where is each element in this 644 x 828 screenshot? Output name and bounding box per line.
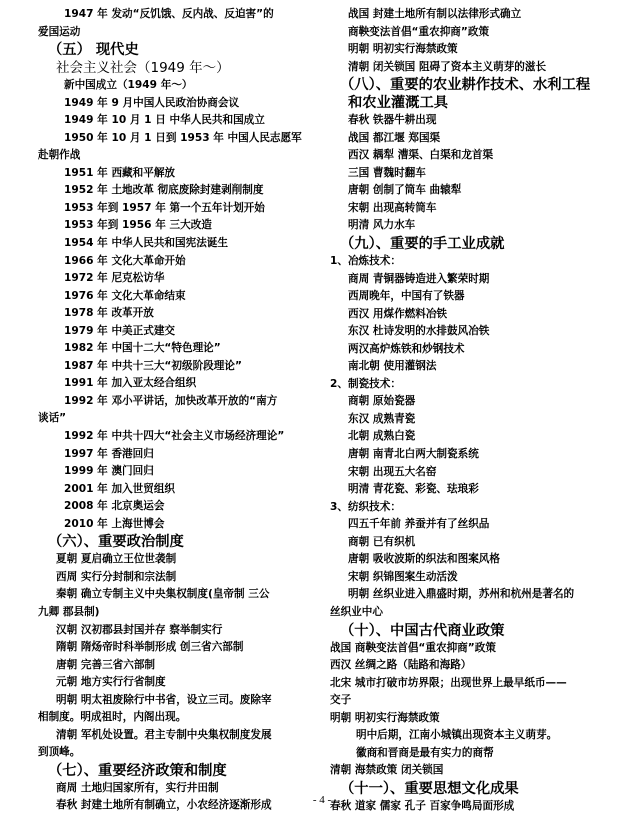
text-line: 1992 年 中共十四大“社会主义市场经济理论” (64, 430, 285, 443)
section-heading: （七）、重要经济政策和制度 (48, 762, 227, 779)
text-line: 商朝 已有织机 (348, 535, 416, 548)
text-line: 1952 年 土地改革 彻底废除封建剥削制度 (64, 184, 264, 197)
text-line: 西汉 用煤作燃料冶铁 (348, 307, 448, 320)
text-line: 1997 年 香港回归 (64, 447, 154, 460)
text-line: 清朝 闭关锁国 阻碍了资本主义萌芽的滋长 (348, 60, 547, 73)
text-line: 东汉 杜诗发明的水排鼓风冶铁 (348, 325, 490, 338)
text-line: 赴朝作战 (38, 149, 81, 162)
text-line: 秦朝 确立专制主义中央集权制度(皇帝制 三公 (56, 588, 270, 601)
page-number: - 4 - (312, 794, 332, 806)
text-line: 夏朝 夏启确立王位世袭制 (56, 553, 177, 566)
text-line: 商鞅变法首倡“重农抑商”政策 (348, 25, 490, 38)
text-line: 徽商和晋商是最有实力的商帮 (356, 746, 494, 759)
text-line: 汉朝 汉初郡县封国并存 察举制实行 (56, 623, 223, 636)
text-line: 西汉 耦犁 漕渠、白渠和龙首渠 (348, 149, 494, 162)
text-line: 清朝 军机处设置。君主专制中央集权制度发展 (56, 728, 272, 741)
text-line: 清朝 海禁政策 闭关锁国 (330, 764, 444, 777)
text-line: 明朝 丝织业进入鼎盛时期，苏州和杭州是著名的 (348, 588, 575, 601)
text-line: 明朝 明初实行海禁政策 (348, 43, 458, 56)
text-line: 2008 年 北京奥运会 (64, 500, 165, 513)
text-line: 1951 年 西藏和平解放 (64, 166, 176, 179)
text-line: 春秋 封建土地所有制确立，小农经济逐渐形成 (56, 799, 272, 812)
text-line: 唐朝 南青北白两大制瓷系统 (348, 448, 479, 461)
text-line: 春秋 道家 儒家 孔子 百家争鸣局面形成 (330, 799, 515, 812)
text-line: 西周晚年，中国有了铁器 (348, 290, 465, 303)
text-line: 明中后期，江南小城镇出现资本主义萌芽。 (356, 729, 558, 742)
text-line: 谈话” (38, 412, 67, 425)
text-line: 春秋 铁器牛耕出现 (348, 114, 437, 127)
text-line: 新中国成立（1949 年～） (64, 79, 193, 92)
text-line: 东汉 成熟青瓷 (348, 412, 416, 425)
text-line: 唐朝 完善三省六部制 (56, 658, 156, 671)
text-line: 北宋 城市打破市坊界限；出现世界上最早纸币—— (330, 676, 567, 689)
left-column (38, 6, 314, 815)
text-line: 隋朝 隋炀帝时科举制形成 创三省六部制 (56, 641, 244, 654)
text-line: 两汉高炉炼铁和炒钢技术 (348, 342, 465, 355)
text-line: 四五千年前 养蚕并有了丝织品 (348, 518, 490, 531)
text-line: 交子 (330, 694, 352, 707)
text-line: 西汉 丝绸之路（陆路和海路） (330, 659, 472, 672)
text-line: 明朝 明初实行海禁政策 (330, 711, 440, 724)
text-line: 1、冶炼技术： (330, 255, 401, 268)
text-line: 1949 年 9 月中国人民政治协商会议 (64, 96, 240, 109)
text-line: 2001 年 加入世贸组织 (64, 482, 176, 495)
text-line: 到顶峰。 (38, 746, 81, 759)
text-line: 1972 年 尼克松访华 (64, 272, 165, 285)
text-line: 明朝 明太祖废除行中书省，设立三司。废除宰 (56, 693, 272, 706)
right-column (330, 6, 620, 815)
section-heading: （十一）、重要思想文化成果 (340, 780, 519, 797)
text-line: 1999 年 澳门回归 (64, 465, 154, 478)
text-line: 1953 年到 1957 年 第一个五年计划开始 (64, 201, 265, 214)
text-line: 3、纺织技术： (330, 500, 401, 513)
text-line: 1992 年 邓小平讲话，加快改革开放的“南方 (64, 394, 278, 407)
text-line: 1950 年 10 月 1 日到 1953 年 中国人民志愿军 (64, 131, 302, 144)
section-heading: （五） 现代史 (48, 42, 139, 59)
text-line: 战国 商鞅变法首倡“重农抑商”政策 (330, 641, 496, 654)
text-line: 1947 年 发动“反饥饿、反内战、反迫害”的 (64, 8, 274, 20)
text-line: 社会主义社会（1949 年～） (56, 60, 230, 77)
text-line: 三国 曹魏时翻车 (348, 166, 426, 179)
text-line: 商周 青铜器铸造进入繁荣时期 (348, 272, 490, 285)
section-heading: （八）、重要的农业耕作技术、水利工程 (340, 77, 591, 94)
text-line: 商周 土地归国家所有，实行井田制 (56, 781, 219, 794)
text-line: 商朝 原始瓷器 (348, 395, 416, 408)
text-line: 丝织业中心 (330, 605, 383, 618)
text-line: 唐朝 创制了筒车 曲辕犁 (348, 184, 462, 197)
text-line: 1953 年到 1956 年 三大改造 (64, 219, 212, 232)
text-line: 战国 都江堰 郑国渠 (348, 131, 441, 144)
text-line: 南北朝 使用灌钢法 (348, 360, 437, 373)
text-line: 1982 年 中国十二大“特色理论” (64, 342, 221, 355)
text-line: 1976 年 文化大革命结束 (64, 289, 186, 302)
text-line: 明清 风力水车 (348, 219, 416, 232)
text-line: 宋朝 出现五大名窑 (348, 465, 437, 478)
text-line: 1966 年 文化大革命开始 (64, 254, 186, 267)
text-line: 唐朝 吸收波斯的织法和图案风格 (348, 553, 500, 566)
text-line: 宋朝 出现高转筒车 (348, 201, 437, 214)
text-line: 1949 年 10 月 1 日 中华人民共和国成立 (64, 114, 265, 127)
section-heading: （六）、重要政治制度 (48, 534, 184, 551)
text-line: 西周 实行分封制和宗法制 (56, 570, 177, 583)
text-line: 1978 年 改革开放 (64, 307, 154, 320)
text-line: 九卿 郡县制) (38, 605, 100, 618)
section-heading: （十）、中国古代商业政策 (340, 622, 505, 639)
text-line: 元朝 地方实行行省制度 (56, 676, 166, 689)
section-heading: 和农业灌溉工具 (348, 95, 449, 112)
text-line: 战国 封建土地所有制以法律形式确立 (348, 8, 522, 20)
text-line: 1991 年 加入亚太经合组织 (64, 377, 197, 390)
text-line: 2010 年 上海世博会 (64, 517, 165, 530)
text-line: 爱国运动 (38, 25, 81, 38)
text-line: 1954 年 中华人民共和国宪法诞生 (64, 237, 228, 250)
text-line: 明清 青花瓷、彩瓷、珐琅彩 (348, 483, 479, 496)
text-line: 1979 年 中美正式建交 (64, 324, 176, 337)
text-line: 2、制瓷技术： (330, 377, 401, 390)
section-heading: （九）、重要的手工业成就 (340, 236, 505, 253)
text-line: 宋朝 织锦图案生动活泼 (348, 570, 458, 583)
text-line: 1987 年 中共十三大“初级阶段理论” (64, 359, 242, 372)
text-line: 北朝 成熟白瓷 (348, 430, 416, 443)
text-line: 相制度。明成祖时，内阁出现。 (38, 711, 187, 724)
